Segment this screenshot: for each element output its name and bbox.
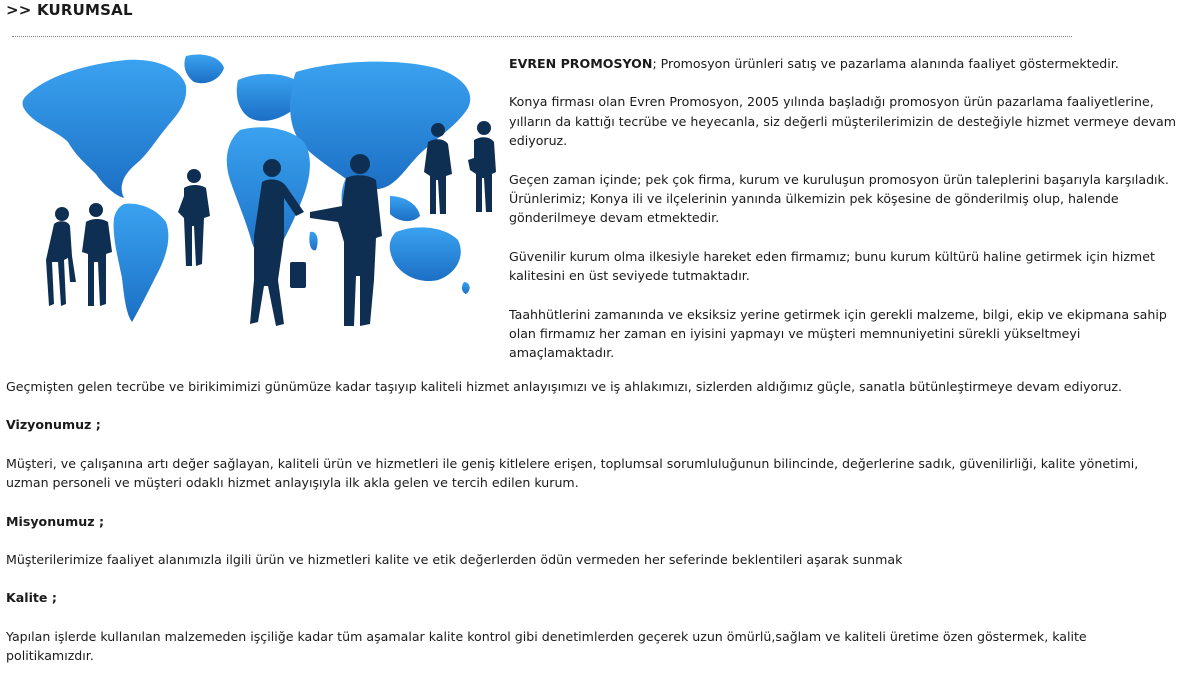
intro-paragraph: Güvenilir kurum olma ilkesiyle hareket eden firmamız; bunu kurum kültürü haline getirmek için hizmet kalitesini en üst seviyede tutmaktadır. — [509, 248, 1155, 284]
company-name: EVREN PROMOSYON — [509, 56, 653, 71]
body-paragraph: Geçmişten gelen tecrübe ve birikimimizi günümüze kadar taşıyıp kaliteli hizmet anlayışımızı ve iş ahlakımızı, sizlerden aldığımız güçle, sanatla bütünleştirmeye devam ediyoruz. — [6, 379, 1122, 394]
intro-paragraph: Konya firması olan Evren Promosyon, 2005 yılında başladığı promosyon ürün pazarlama faaliyetlerine, yılların da kattığı tecrübe ve heyecanla, siz değerli müşterilerimizin de desteğiyle hizmet vermeye devam ediyoruz. — [509, 94, 1177, 149]
page-title: >> KURUMSAL — [6, 1, 133, 19]
world-map-business-people-image — [6, 46, 498, 346]
vision-heading: Vizyonumuz ; — [6, 417, 101, 433]
title-divider — [12, 36, 1072, 37]
mission-heading: Misyonumuz ; — [6, 513, 104, 529]
intro-section — [509, 54, 1181, 382]
quality-text: Yapılan işlerde kullanılan malzemeden işçiliğe kadar tüm aşamalar kalite kontrol gibi denetimlerden geçerek uzun ömürlü,sağlam ve kaliteli üretime özen göstermek, kalite politikamızdır. — [6, 628, 1087, 664]
vision-text: Müşteri, ve çalışanına artı değer sağlayan, kaliteli ürün ve hizmetleri ile geniş kitlelere erişen, toplumsal sorumluluğunun bilincinde, değerlerine sadık, güvenilirliği, kalite yönetimi, uzman personeli ve müşteri odaklı hizmet anlayışıyla ilk akla gelen ve tercih edilen kurum. — [6, 455, 1139, 491]
mission-text: Müşterilerimize faaliyet alanımızla ilgili ürün ve hizmetleri kalite ve etik değerlerden ödün vermeden her seferinde beklentileri aşarak sunmak — [6, 552, 903, 568]
intro-paragraph: Taahhütlerini zamanında ve eksiksiz yerine getirmek için gerekli malzeme, bilgi, ekip ve ekipmana sahip olan firmamız her zaman en iyisini yapmayı ve müşteri memnuniyetini sürekli yükseltmeyi amaçlamaktadır. — [509, 306, 1167, 361]
body-section — [6, 377, 1176, 685]
company-description: ; Promosyon ürünleri satış ve pazarlama alanında faaliyet göstermektedir. — [652, 56, 1119, 71]
quality-heading: Kalite ; — [6, 590, 57, 606]
intro-paragraph: Geçen zaman içinde; pek çok firma, kurum ve kuruluşun promosyon ürün taleplerini başarıyla karşıladık. Ürünlerimiz; Konya ili ve ilçelerinin yanında ülkemizin pek köşesine de gönderilmiş olup, halende gönderilmeye devam etmektedir. — [509, 171, 1169, 226]
intro-paragraph — [509, 54, 1181, 73]
